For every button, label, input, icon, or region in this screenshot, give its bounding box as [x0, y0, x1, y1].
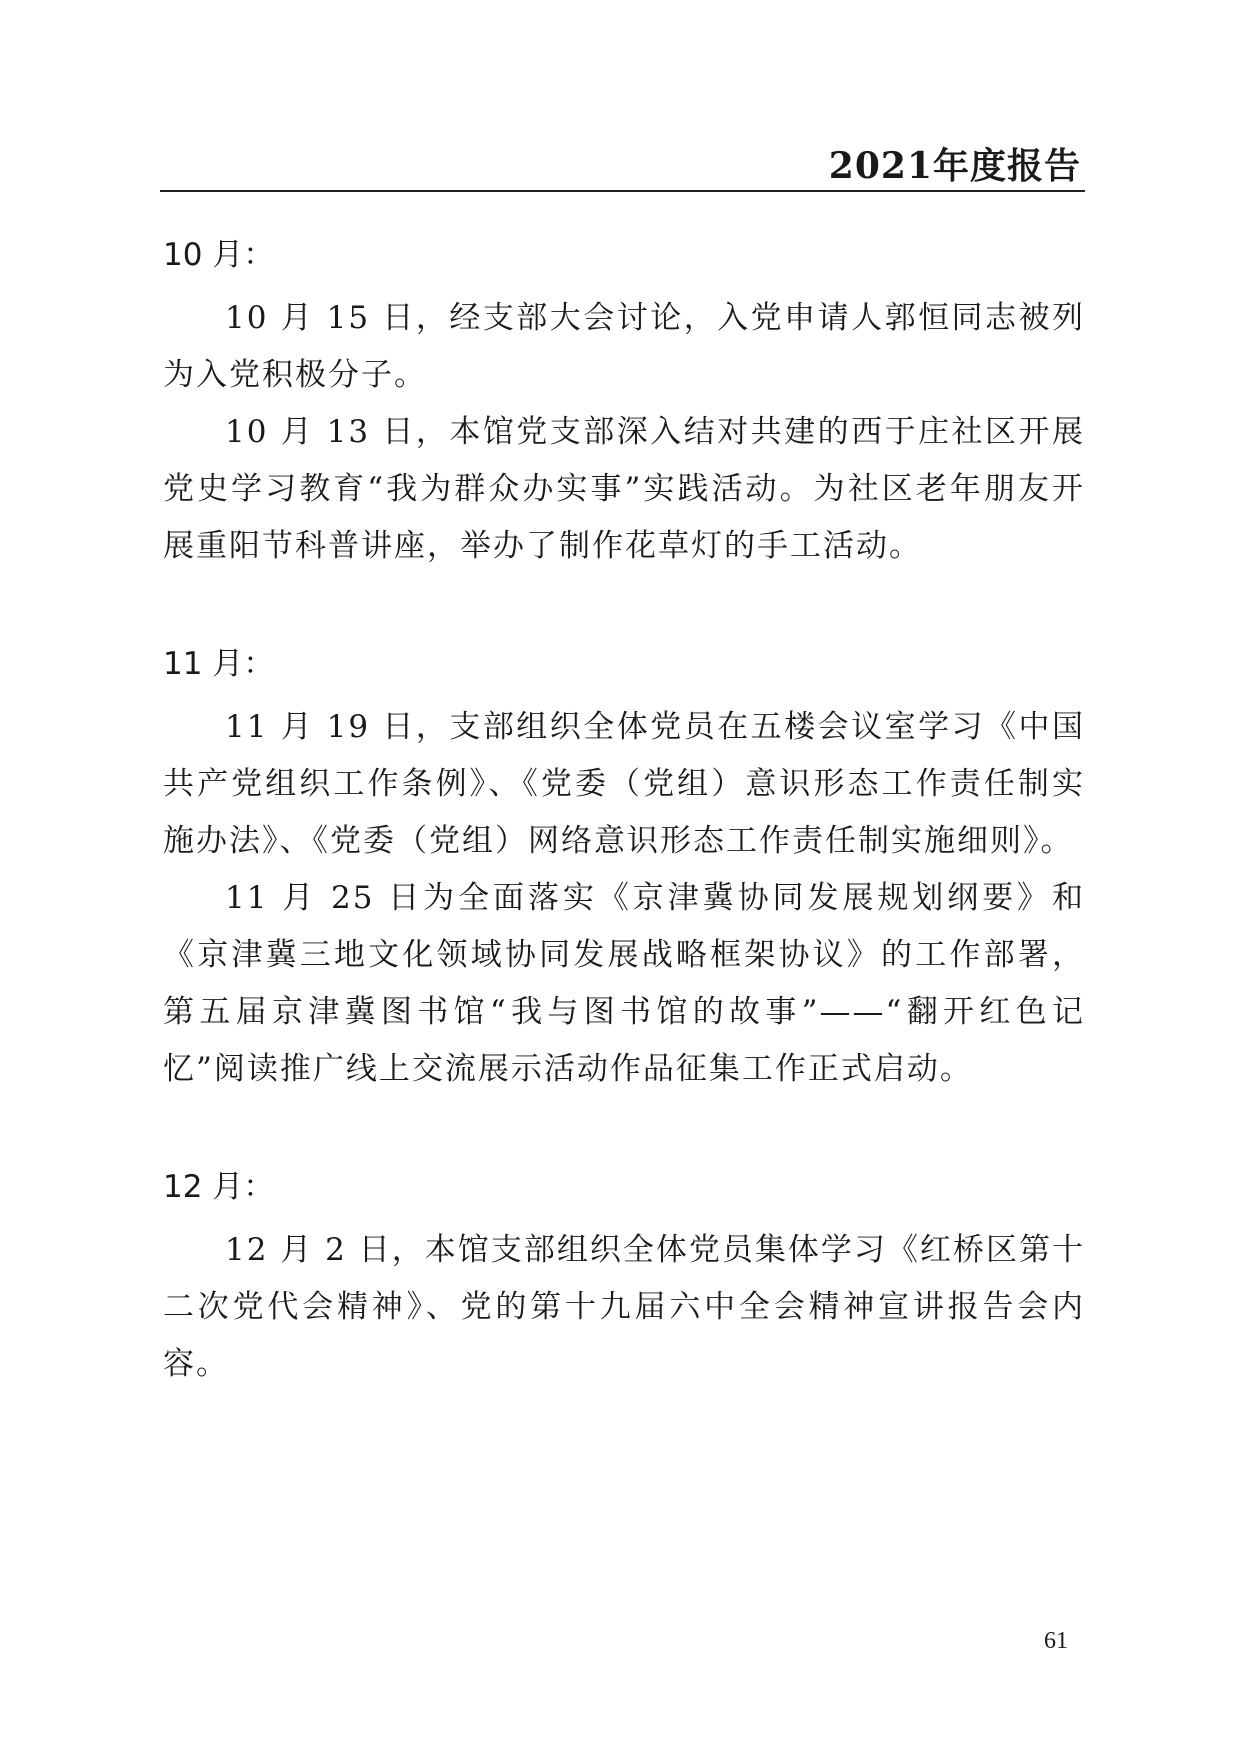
- report-title: 2021年度报告: [828, 145, 1081, 187]
- paragraph: 11 月 19 日，支部组织全体党员在五楼会议室学习《中国共产党组织工作条例》、《党委（党组）意识形态工作责任制实施办法》、《党委（党组）网络意识形态工作责任制实施细则》。: [163, 709, 1085, 859]
- section-heading: 10 月：: [163, 237, 275, 273]
- section-october: [163, 232, 1085, 575]
- section-december: [163, 1164, 1085, 1393]
- paragraph: 12 月 2 日，本馆支部组织全体党员集体学习《红桥区第十二次党代会精神》、党的第十九届六中全会精神宣讲报告会内容。: [163, 1232, 1085, 1382]
- paragraph: 10 月 15 日，经支部大会讨论，入党申请人郭恒同志被列为入党积极分子。: [163, 300, 1085, 393]
- section-heading: 12 月：: [163, 1169, 275, 1205]
- page-body: [163, 232, 1085, 1459]
- section-november: [163, 641, 1085, 1098]
- page-number: 61: [1044, 1628, 1068, 1654]
- paragraph: 10 月 13 日，本馆党支部深入结对共建的西于庄社区开展党史学习教育“我为群众办实事”实践活动。为社区老年朋友开展重阳节科普讲座，举办了制作花草灯的手工活动。: [163, 414, 1085, 564]
- header-divider: [160, 190, 1085, 192]
- section-heading: 11 月：: [163, 646, 275, 682]
- paragraph: 11 月 25 日为全面落实《京津冀协同发展规划纲要》和《京津冀三地文化领域协同发展战略框架协议》的工作部署，第五届京津冀图书馆“我与图书馆的故事”——“翻开红色记忆”阅读推广线上交流展示活动作品征集工作正式启动。: [163, 880, 1085, 1087]
